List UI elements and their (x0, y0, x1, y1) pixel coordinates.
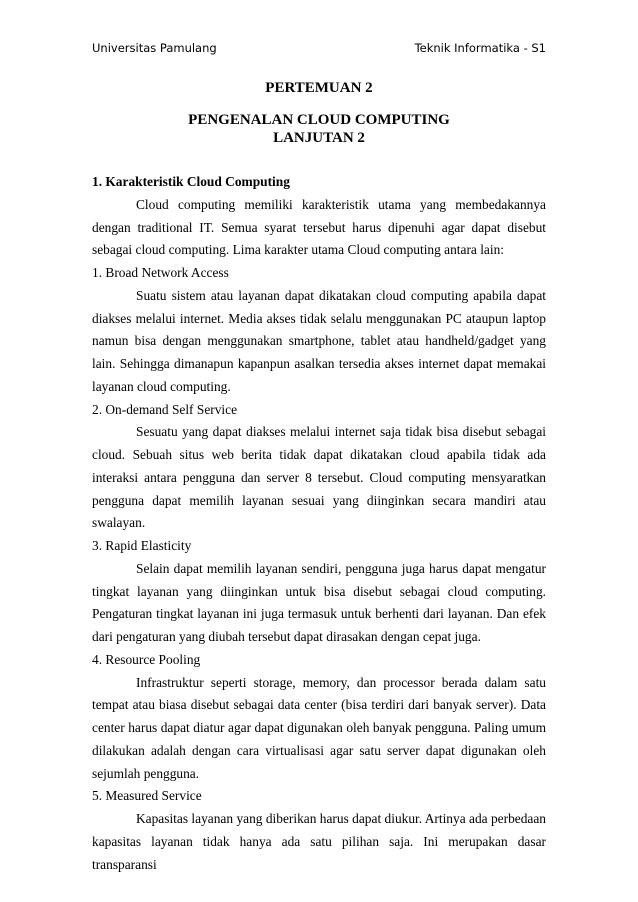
title-block (92, 78, 546, 147)
section-heading: 1. Karakteristik Cloud Computing (92, 174, 290, 189)
section-intro: Cloud computing memiliki karakteristik utama yang membedakannya dengan traditional IT. Semua syarat tersebut harus dipenuhi agar dapat disebut sebagai cloud computing. Lima karakter utama Cloud computing antara lain: (92, 196, 546, 258)
item-title-broad-network-access: 1. Broad Network Access (92, 265, 229, 280)
item-title-measured-service: 5. Measured Service (92, 788, 202, 804)
header-institution: Universitas Pamulang (92, 41, 217, 55)
item-title-rapid-elasticity: 3. Rapid Elasticity (92, 538, 192, 553)
item-text-on-demand-self-service: Sesuatu yang dapat diakses melalui internet saja tidak bisa disebut sebagai cloud. Sebuah situs web berita tidak dapat dikatakan cloud apabila tidak ada interaksi antara pengguna dan server 8 tersebut. Cloud computing mensyaratkan pengguna dapat memilih layanan sesuai yang diinginkan secara mandiri atau swalayan. (92, 424, 546, 531)
meeting-title: PERTEMUAN 2 (265, 80, 373, 96)
item-text-broad-network-access: Suatu sistem atau layanan dapat dikatakan cloud computing apabila dapat diakses melalui internet. Media akses tidak selalu menggunakan PC ataupun laptop namun bisa dengan menggunakan smartphone, tablet atau handheld/gadget yang lain. Sehingga dimanapun kapanpun asalkan tersedia akses internet dapat memakai layanan cloud computing. (92, 287, 546, 394)
item-title-resource-pooling: 4. Resource Pooling (92, 651, 201, 667)
item-title-on-demand-self-service: 2. On-demand Self Service (92, 401, 238, 417)
item-text-measured-service: Kapasitas layanan yang diberikan harus dapat diukur. Artinya ada perbedaan kapasitas layanan tidak hanya ada satu pilihan saja. Ini merupakan dasar transparansi (92, 811, 546, 872)
item-text-rapid-elasticity: Selain dapat memilih layanan sendiri, pengguna juga harus dapat mengatur tingkat layanan yang diinginkan untuk bisa disebut sebagai cloud computing. Pengaturan tingkat layanan ini juga termasuk untuk berhenti dari layanan. Dan efek dari pengaturan yang diubah tersebut dapat dirasakan dengan cepat juga. (92, 560, 546, 644)
header-program: Teknik Informatika - S1 (414, 41, 546, 55)
running-header (92, 40, 546, 56)
chapter-title: PENGENALAN CLOUD COMPUTING (188, 112, 450, 128)
chapter-subtitle: LANJUTAN 2 (273, 130, 365, 146)
item-text-resource-pooling: Infrastruktur seperti storage, memory, dan processor berada dalam satu tempat atau biasa disebut sebagai data center (bisa terdiri dari banyak server). Data center harus dapat diatur agar dapat digunakan oleh banyak pengguna. Paling umum dilakukan adalah dengan cara virtualisasi agar satu server dapat digunakan oleh sejumlah pengguna. (92, 674, 546, 781)
body-text (92, 171, 546, 876)
